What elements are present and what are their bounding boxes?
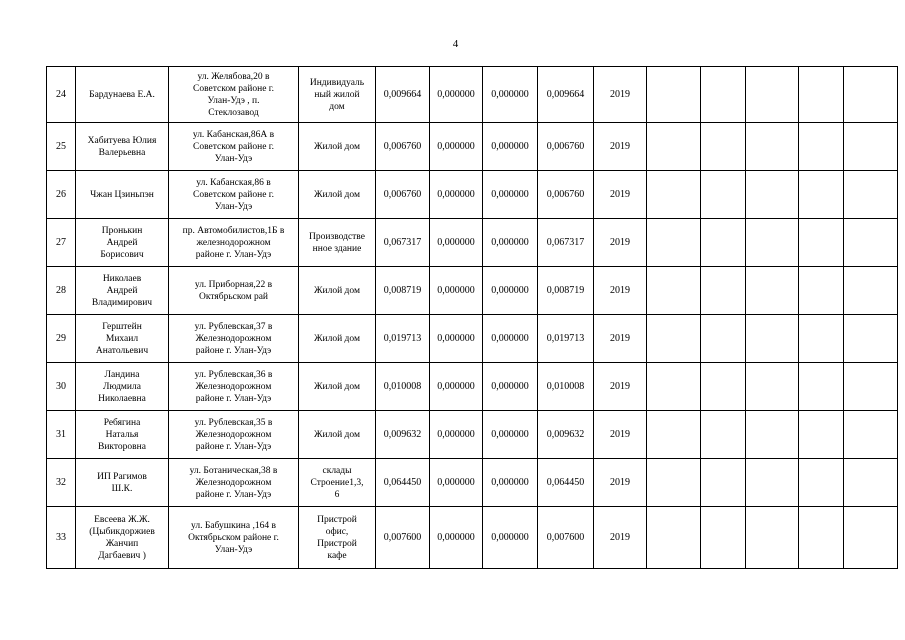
empty-cell <box>799 67 844 123</box>
table-row <box>47 123 898 171</box>
value-4-cell: 0,009632 <box>538 411 594 459</box>
purpose-cell: Жилой дом <box>299 123 376 171</box>
purpose-cell: Производстве нное здание <box>299 219 376 267</box>
address-cell: ул. Ботаническая,38 в Железнодорожном районе г. Улан-Удэ <box>169 459 299 507</box>
address-cell: ул. Приборная,22 в Октябрьском рай <box>169 267 299 315</box>
value-3-cell: 0,000000 <box>483 267 538 315</box>
empty-cell <box>647 411 701 459</box>
year-cell: 2019 <box>594 411 647 459</box>
page-number <box>0 38 905 51</box>
value-3-cell: 0,000000 <box>483 411 538 459</box>
empty-cell <box>701 267 746 315</box>
address-cell: ул. Рублевская,36 в Железнодорожном районе г. Улан-Удэ <box>169 363 299 411</box>
owner-name-cell: ИП Рагимов Ш.К. <box>76 459 169 507</box>
year-cell: 2019 <box>594 507 647 569</box>
empty-cell <box>701 459 746 507</box>
address-cell: ул. Желябова,20 в Советском районе г. Улан-Удэ , п. Стеклозавод <box>169 67 299 123</box>
empty-cell <box>844 67 898 123</box>
empty-cell <box>701 67 746 123</box>
table-row <box>47 67 898 123</box>
purpose-cell: Жилой дом <box>299 267 376 315</box>
empty-cell <box>844 171 898 219</box>
value-3-cell: 0,000000 <box>483 219 538 267</box>
empty-cell <box>799 363 844 411</box>
value-2-cell: 0,000000 <box>430 267 483 315</box>
owner-name-cell: Чжан Цзиньпэн <box>76 171 169 219</box>
value-2-cell: 0,000000 <box>430 459 483 507</box>
purpose-cell: склады Строение1,3, 6 <box>299 459 376 507</box>
year-cell: 2019 <box>594 171 647 219</box>
empty-cell <box>647 171 701 219</box>
row-number-cell: 25 <box>47 123 76 171</box>
value-3-cell: 0,000000 <box>483 315 538 363</box>
year-cell: 2019 <box>594 315 647 363</box>
table-row <box>47 315 898 363</box>
empty-cell <box>701 171 746 219</box>
empty-cell <box>799 459 844 507</box>
value-1-cell: 0,006760 <box>376 171 430 219</box>
empty-cell <box>746 507 799 569</box>
address-cell: пр. Автомобилистов,1Б в железнодорожном районе г. Улан-Удэ <box>169 219 299 267</box>
value-2-cell: 0,000000 <box>430 171 483 219</box>
empty-cell <box>844 267 898 315</box>
value-1-cell: 0,009632 <box>376 411 430 459</box>
value-2-cell: 0,000000 <box>430 315 483 363</box>
table-row <box>47 267 898 315</box>
row-number-cell: 31 <box>47 411 76 459</box>
owner-name-cell: Герштейн Михаил Анатольевич <box>76 315 169 363</box>
row-number-cell: 30 <box>47 363 76 411</box>
row-number-cell: 29 <box>47 315 76 363</box>
value-3-cell: 0,000000 <box>483 363 538 411</box>
empty-cell <box>844 507 898 569</box>
empty-cell <box>701 411 746 459</box>
empty-cell <box>647 67 701 123</box>
owner-name-cell: Пронькин Андрей Борисович <box>76 219 169 267</box>
empty-cell <box>746 219 799 267</box>
empty-cell <box>746 315 799 363</box>
row-number-cell: 33 <box>47 507 76 569</box>
row-number-cell: 26 <box>47 171 76 219</box>
value-3-cell: 0,000000 <box>483 171 538 219</box>
year-cell: 2019 <box>594 67 647 123</box>
empty-cell <box>799 123 844 171</box>
land-plots-table <box>46 66 898 569</box>
empty-cell <box>746 363 799 411</box>
empty-cell <box>844 411 898 459</box>
value-2-cell: 0,000000 <box>430 507 483 569</box>
purpose-cell: Жилой дом <box>299 363 376 411</box>
empty-cell <box>647 219 701 267</box>
address-cell: ул. Кабанская,86А в Советском районе г. Улан-Удэ <box>169 123 299 171</box>
owner-name-cell: Ребягина Наталья Викторовна <box>76 411 169 459</box>
table-row <box>47 363 898 411</box>
address-cell: ул. Рублевская,37 в Железнодорожном районе г. Улан-Удэ <box>169 315 299 363</box>
value-2-cell: 0,000000 <box>430 219 483 267</box>
value-3-cell: 0,000000 <box>483 507 538 569</box>
purpose-cell: Жилой дом <box>299 171 376 219</box>
table-row <box>47 171 898 219</box>
empty-cell <box>844 363 898 411</box>
empty-cell <box>799 411 844 459</box>
owner-name-cell: Бардунаева Е.А. <box>76 67 169 123</box>
value-4-cell: 0,010008 <box>538 363 594 411</box>
empty-cell <box>701 507 746 569</box>
empty-cell <box>647 507 701 569</box>
value-4-cell: 0,067317 <box>538 219 594 267</box>
value-4-cell: 0,006760 <box>538 123 594 171</box>
address-cell: ул. Кабанская,86 в Советском районе г. Улан-Удэ <box>169 171 299 219</box>
year-cell: 2019 <box>594 459 647 507</box>
owner-name-cell: Евсеева Ж.Ж. (Цыбикдоржиев Жанчип Дагбаевич ) <box>76 507 169 569</box>
empty-cell <box>746 171 799 219</box>
row-number-cell: 27 <box>47 219 76 267</box>
empty-cell <box>799 171 844 219</box>
value-3-cell: 0,000000 <box>483 67 538 123</box>
year-cell: 2019 <box>594 219 647 267</box>
value-1-cell: 0,007600 <box>376 507 430 569</box>
empty-cell <box>844 315 898 363</box>
empty-cell <box>799 315 844 363</box>
value-4-cell: 0,009664 <box>538 67 594 123</box>
owner-name-cell: Хабитуева Юлия Валерьевна <box>76 123 169 171</box>
empty-cell <box>746 267 799 315</box>
empty-cell <box>746 123 799 171</box>
purpose-cell: Пристрой офис, Пристрой кафе <box>299 507 376 569</box>
empty-cell <box>799 267 844 315</box>
value-2-cell: 0,000000 <box>430 363 483 411</box>
value-4-cell: 0,008719 <box>538 267 594 315</box>
empty-cell <box>746 459 799 507</box>
table-row <box>47 219 898 267</box>
empty-cell <box>647 363 701 411</box>
owner-name-cell: Ландина Людмила Николаевна <box>76 363 169 411</box>
value-1-cell: 0,064450 <box>376 459 430 507</box>
year-cell: 2019 <box>594 123 647 171</box>
empty-cell <box>647 315 701 363</box>
value-2-cell: 0,000000 <box>430 411 483 459</box>
value-3-cell: 0,000000 <box>483 123 538 171</box>
value-1-cell: 0,008719 <box>376 267 430 315</box>
row-number-cell: 24 <box>47 67 76 123</box>
value-1-cell: 0,067317 <box>376 219 430 267</box>
value-1-cell: 0,019713 <box>376 315 430 363</box>
table-row <box>47 411 898 459</box>
value-4-cell: 0,007600 <box>538 507 594 569</box>
year-cell: 2019 <box>594 363 647 411</box>
empty-cell <box>746 67 799 123</box>
empty-cell <box>701 315 746 363</box>
value-4-cell: 0,019713 <box>538 315 594 363</box>
value-2-cell: 0,000000 <box>430 67 483 123</box>
table-row <box>47 459 898 507</box>
empty-cell <box>844 459 898 507</box>
value-2-cell: 0,000000 <box>430 123 483 171</box>
empty-cell <box>647 267 701 315</box>
row-number-cell: 32 <box>47 459 76 507</box>
value-1-cell: 0,006760 <box>376 123 430 171</box>
value-3-cell: 0,000000 <box>483 459 538 507</box>
purpose-cell: Жилой дом <box>299 411 376 459</box>
empty-cell <box>746 411 799 459</box>
row-number-cell: 28 <box>47 267 76 315</box>
value-1-cell: 0,010008 <box>376 363 430 411</box>
empty-cell <box>701 363 746 411</box>
empty-cell <box>647 123 701 171</box>
empty-cell <box>844 123 898 171</box>
value-4-cell: 0,006760 <box>538 171 594 219</box>
purpose-cell: Индивидуаль ный жилой дом <box>299 67 376 123</box>
owner-name-cell: Николаев Андрей Владимирович <box>76 267 169 315</box>
value-4-cell: 0,064450 <box>538 459 594 507</box>
empty-cell <box>647 459 701 507</box>
year-cell: 2019 <box>594 267 647 315</box>
purpose-cell: Жилой дом <box>299 315 376 363</box>
empty-cell <box>844 219 898 267</box>
empty-cell <box>799 219 844 267</box>
value-1-cell: 0,009664 <box>376 67 430 123</box>
table-row <box>47 507 898 569</box>
address-cell: ул. Бабушкина ,164 в Октябрьском районе г. Улан-Удэ <box>169 507 299 569</box>
empty-cell <box>701 123 746 171</box>
empty-cell <box>799 507 844 569</box>
empty-cell <box>701 219 746 267</box>
address-cell: ул. Рублевская,35 в Железнодорожном районе г. Улан-Удэ <box>169 411 299 459</box>
page-number-text: 4 <box>452 38 459 50</box>
